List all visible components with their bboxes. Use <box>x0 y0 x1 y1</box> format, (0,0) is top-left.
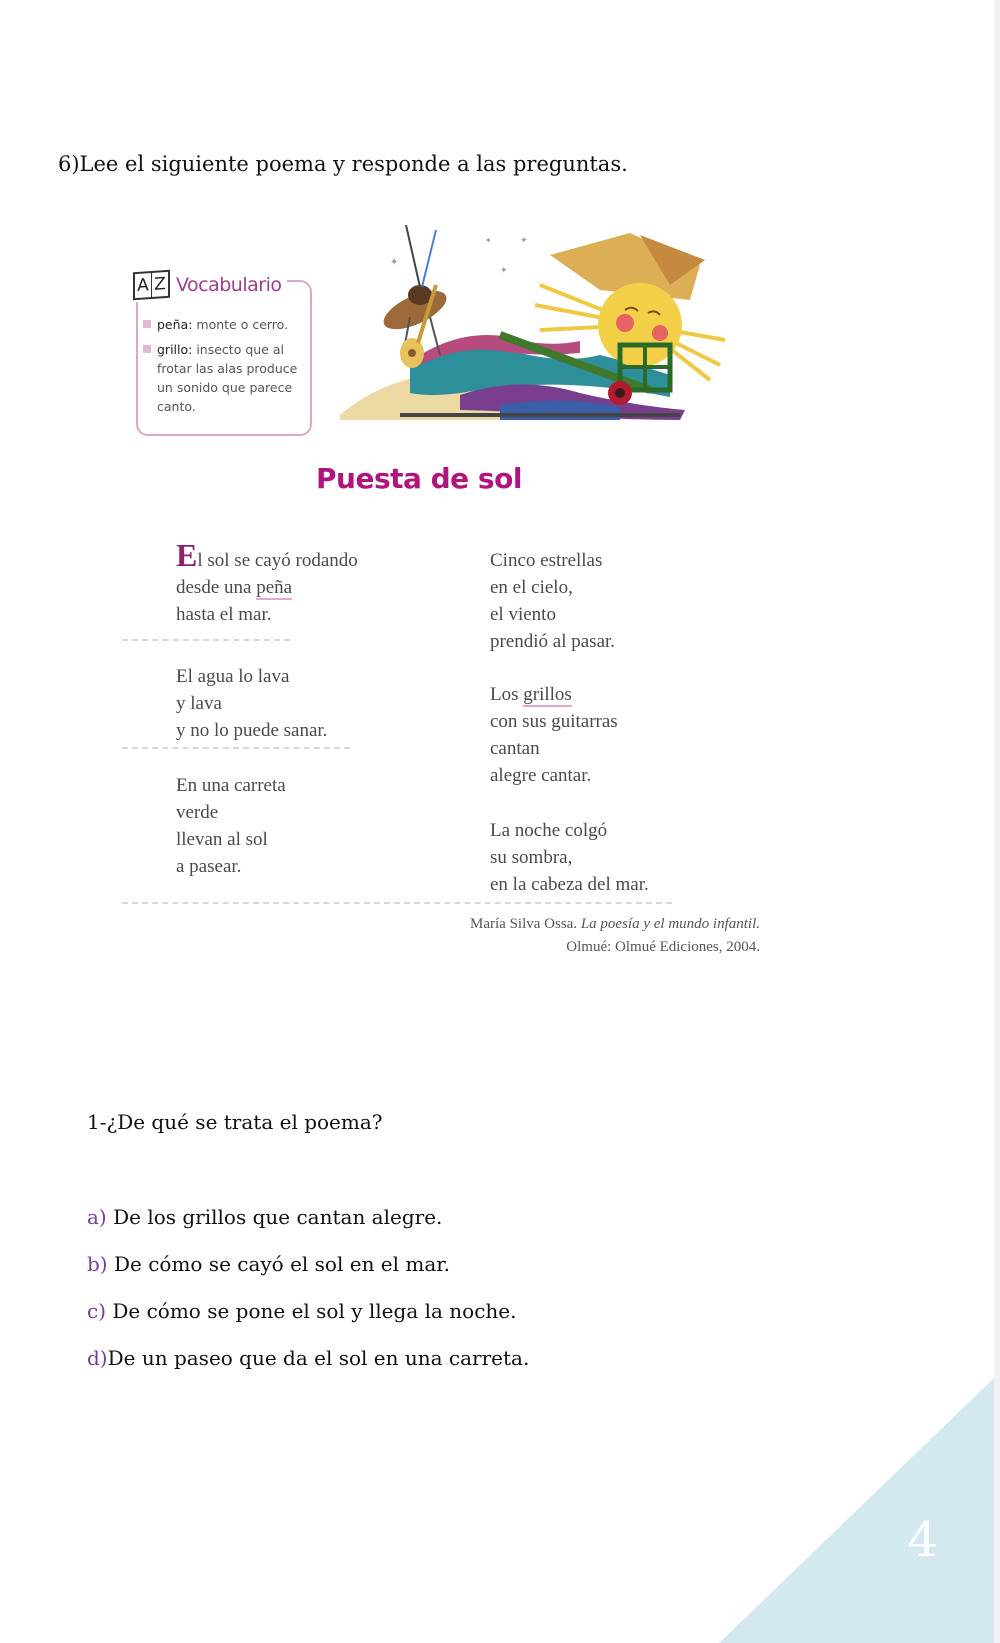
stanza-divider <box>122 747 350 749</box>
vocab-word-pena: peña <box>256 577 293 598</box>
option-b[interactable] <box>87 1252 450 1276</box>
stanza-divider <box>122 639 290 641</box>
vocab-term: peña: <box>157 317 193 332</box>
svg-text:✦: ✦ <box>500 266 508 276</box>
instruction-text: 6)Lee el siguiente poema y responde a las preguntas. <box>58 152 628 176</box>
page-corner-triangle <box>719 1378 994 1643</box>
poem-line: el viento <box>490 604 556 625</box>
poem-line: con sus guitarras <box>490 711 618 732</box>
poem-credit-line-1 <box>470 916 760 933</box>
option-text: De un paseo que da el sol en una carreta. <box>107 1346 530 1370</box>
drop-cap: E <box>176 537 198 573</box>
stanza-2 <box>176 663 327 744</box>
option-text: De los grillos que cantan alegre. <box>106 1205 443 1229</box>
poem-line: y lava <box>176 693 222 714</box>
poem-line: alegre cantar. <box>490 765 592 786</box>
poem-line: en el cielo, <box>490 577 573 598</box>
poem-line: cantan <box>490 738 540 759</box>
option-c[interactable] <box>87 1299 516 1323</box>
vocab-term: grillo: <box>157 342 193 357</box>
vocab-item-grillo <box>143 340 303 416</box>
poem-end-divider <box>122 902 672 904</box>
poem-line: hasta el mar. <box>176 604 272 625</box>
poem-line: a pasear. <box>176 856 242 877</box>
poem-title: Puesta de sol <box>316 462 522 495</box>
poem-line: y no lo puede sanar. <box>176 720 328 741</box>
poem-line: l sol se cayó rodando <box>197 550 358 571</box>
option-d[interactable] <box>87 1346 529 1370</box>
poem-line: su sombra, <box>490 847 573 868</box>
page-number: 4 <box>907 1512 938 1568</box>
poem-credit-line-2: Olmué: Olmué Ediciones, 2004. <box>566 939 760 955</box>
poem-line: desde una <box>176 577 257 598</box>
stanza-6 <box>490 817 649 898</box>
question-1: 1-¿De qué se trata el poema? <box>87 1110 383 1134</box>
svg-text:✦: ✦ <box>390 257 399 268</box>
vocabulary-header <box>133 268 287 302</box>
stanza-1 <box>176 537 358 628</box>
vocab-definition: insecto que al frotar las alas produce un sonido que parece canto. <box>157 342 298 414</box>
credit-book: La poesía y el mundo infantil. <box>580 916 760 932</box>
option-text: De cómo se pone el sol y llega la noche. <box>106 1299 517 1323</box>
vocab-item-pena <box>143 315 303 334</box>
vocab-word-grillos: grillos <box>523 684 572 705</box>
credit-author: María Silva Ossa. <box>470 916 581 932</box>
poem-line: Los <box>490 684 524 705</box>
stanza-4 <box>490 547 615 655</box>
option-letter: d) <box>87 1346 108 1370</box>
az-badge-z: Z <box>154 273 166 295</box>
stanza-5 <box>490 681 618 789</box>
option-text: De cómo se cayó el sol en el mar. <box>107 1252 451 1276</box>
poem-line: La noche colgó <box>490 820 608 841</box>
vocabulary-list <box>143 315 303 422</box>
az-book-icon <box>133 270 170 301</box>
option-letter: a) <box>87 1205 107 1229</box>
poem-line: En una carreta <box>176 775 286 796</box>
option-letter: c) <box>87 1299 107 1323</box>
stanza-3 <box>176 772 286 880</box>
az-badge-a: A <box>135 273 152 298</box>
option-a[interactable] <box>87 1205 442 1229</box>
svg-text:✦: ✦ <box>520 236 528 246</box>
poem-line: llevan al sol <box>176 829 268 850</box>
page-edge <box>994 0 1000 1643</box>
svg-text:✦: ✦ <box>485 236 492 245</box>
option-letter: b) <box>87 1252 108 1276</box>
poem-line: El agua lo lava <box>176 666 290 687</box>
sunset-illustration <box>340 225 760 455</box>
poem-line: en la cabeza del mar. <box>490 874 649 895</box>
poem-line: prendió al pasar. <box>490 631 616 652</box>
vocab-definition: monte o cerro. <box>192 317 289 332</box>
poem-line: verde <box>176 802 219 823</box>
poem-line: Cinco estrellas <box>490 550 603 571</box>
vocabulary-title: Vocabulario <box>176 274 282 296</box>
